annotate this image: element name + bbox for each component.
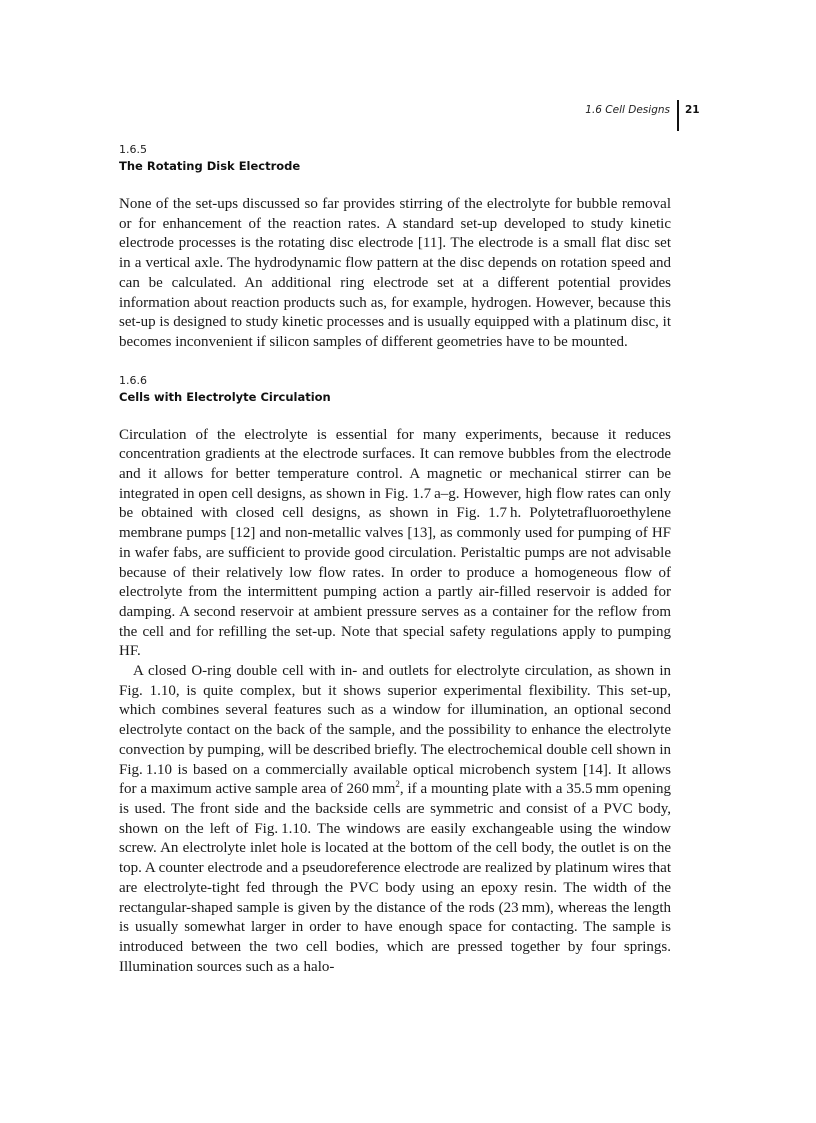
section-number: 1.6.5 (119, 143, 147, 156)
paragraph-text: , if a mounting plate with a 35.5 mm opening is used. The front side and the backside cells are symmetric and consist of a PVC body, shown on the left of Fig. 1.10. The windows are easily exchangeable using the window screw. An electrolyte inlet hole is located at the bottom of the cell body, the outlet is on the top. A counter electrode and a pseudoreference electrode are realized by platinum wires that are electrolyte-tight fed through the PVC body using an epoxy resin. The width of the rectangular-shaped sample is given by the distance of the rods (23 mm), whereas the length is usually somewhat larger in order to have enough space for contacting. The sample is introduced between the two cell bodies, which are pressed together by four springs. Illumination sources such as a halo- (119, 781, 671, 975)
running-head (0, 100, 816, 134)
section-1-6-5 (119, 141, 671, 353)
section-heading: The Rotating Disk Electrode (119, 159, 301, 173)
body-paragraph: Circulation of the electrolyte is essential for many experiments, because it reduces concentration gradients at the electrode surfaces. It can remove bubbles from the electrode and it allows for better temperature control. A magnetic or mechanical stirrer can be integrated in open cell designs, as shown in Fig. 1.7 a–g. However, high flow rates can only be obtained with closed cell designs, as shown in Fig. 1.7 h. Polytetrafluoroethylene membrane pumps [12] and non-metallic valves [13], as commonly used for pumping of HF in wafer fabs, are sufficient to provide good circulation. Peristaltic pumps are not advisable because of their relatively low flow rates. In order to produce a homogeneous flow of electrolyte from the intermittent pumping action a partly air-filled reservoir is added for damping. A second reservoir at ambient pressure serves as a container for the reflow from the cell and for refilling the set-up. Note that special safety regulations apply to pumping HF. (119, 426, 671, 660)
section-1-6-6 (119, 372, 671, 978)
running-head-section-title: 1.6 Cell Designs (585, 104, 670, 116)
body-paragraph: None of the set-ups discussed so far provides stirring of the electrolyte for bubble removal or for enhancement of the reaction rates. A standard set-up developed to study kinetic electrode processes is the rotating disc electrode [11]. The electrode is a small flat disc set in a vertical axle. The hydrodynamic flow pattern at the disc depends on rotation speed and can be calculated. An additional ring electrode set at a different potential provides information about reaction products such as, for example, hydrogen. However, because this set-up is designed to study kinetic processes and is usually equipped with a platinum disc, it becomes inconvenient if silicon samples of different geometries have to be mounted. (119, 196, 671, 350)
section-heading: Cells with Electrolyte Circulation (119, 389, 331, 404)
paragraph-text: A closed O-ring double cell with in- and outlets for electrolyte circulation, as shown in Fig. 1.10, is quite complex, but it shows superior experimental flexibility. This set-up, which combines several features such as a window for illumination, an optional second electrolyte contact on the back of the sample, and the possibility to enhance the electrolyte convection by pumping, will be described briefly. The electrochemical double cell shown in Fig. 1.10 is based on a commercially available optical microbench system [14]. It allows for a maximum active sample area of 260 mm (119, 663, 671, 798)
running-head-divider (677, 100, 679, 131)
section-number: 1.6.6 (119, 373, 147, 387)
body-paragraph (119, 662, 671, 977)
page-number: 21 (685, 104, 700, 116)
page-body (119, 141, 671, 977)
superscript: 2 (395, 779, 400, 790)
